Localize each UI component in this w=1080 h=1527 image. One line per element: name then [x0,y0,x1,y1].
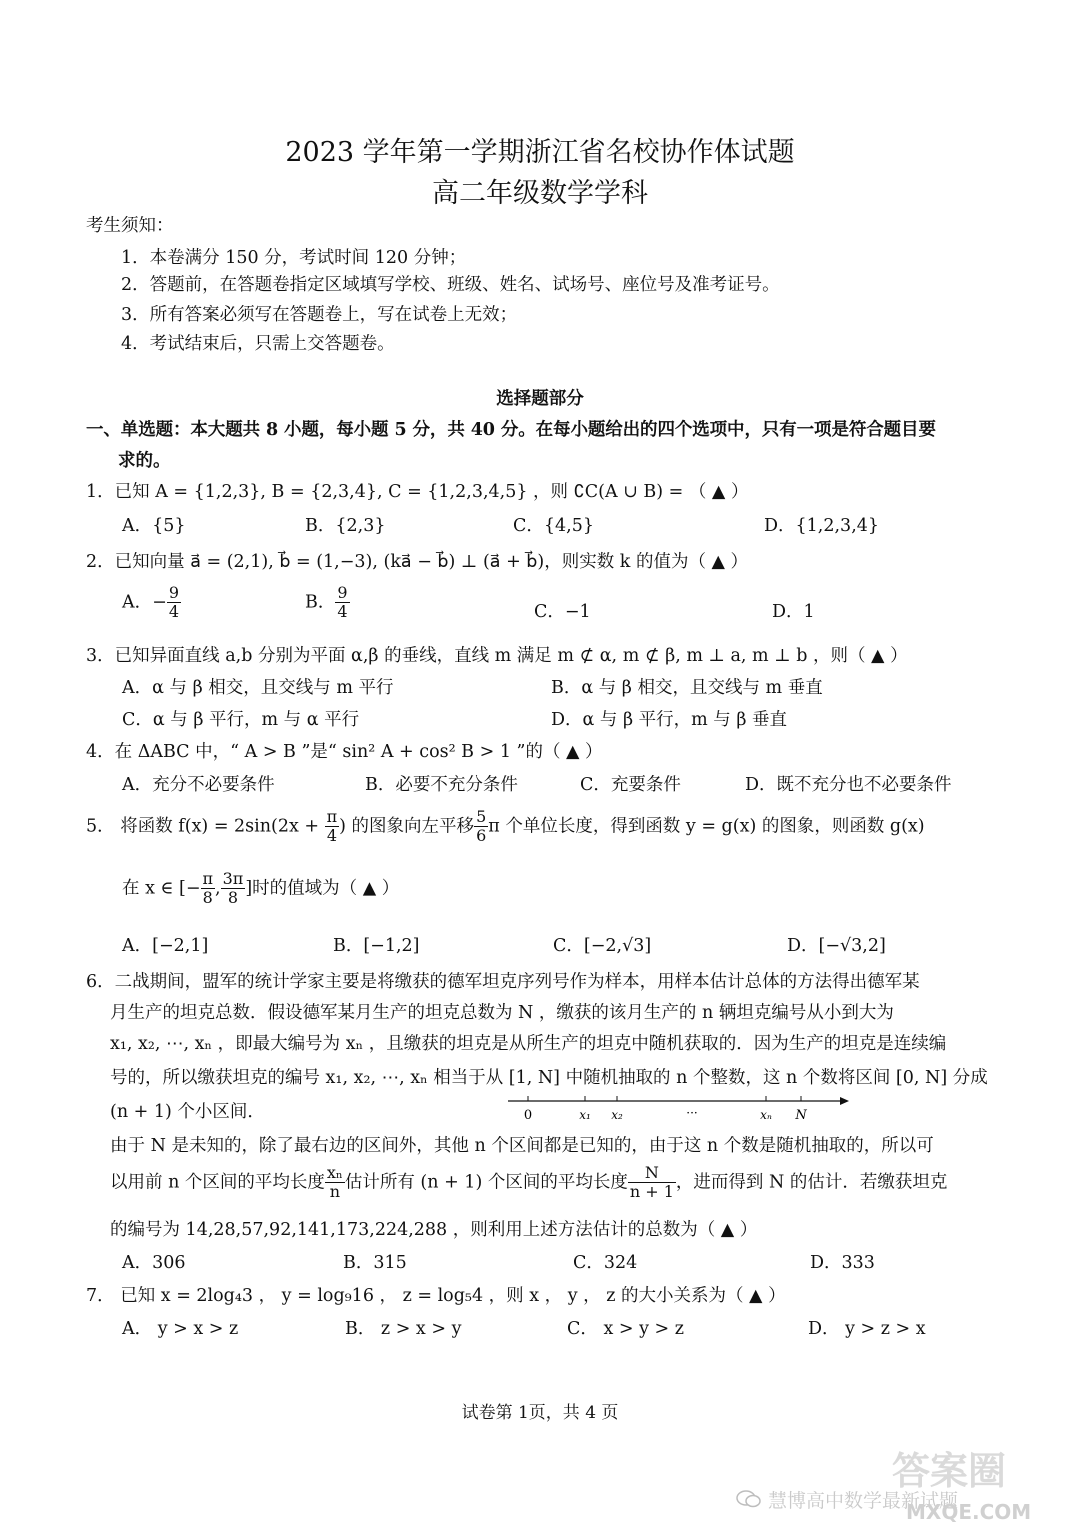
page-footer: 试卷第 1页，共 4 页 [461,1403,619,1423]
q4-option-d: D．既不充分也不必要条件 [745,775,952,795]
q3-option-a: A．α 与 β 相交，且交线与 m 平行 [122,678,394,698]
part-heading-cont: 求的。 [118,451,171,471]
q2-option-b: B． $\frac{9}{4}$ [305,583,348,622]
question-4-stem: 4．在 ΔABC 中，“ A > B ”是“ sin² A + cos² B > 1 ”的（ ▲ ） [86,742,603,762]
watermark-url: MXQE.COM [906,1500,1032,1524]
q5-option-d: D．[−√3,2] [787,936,886,956]
q3-option-d: D．α 与 β 平行，m 与 β 垂直 [551,710,788,730]
question-5-stem-cont: 在 x ∈ [− $\frac{\pi}{8}$ , $\frac{3\pi}{8}$ ]时的值域为（ ▲ ） [122,869,400,908]
q3-option-c: C．α 与 β 平行，m 与 α 平行 [122,710,360,730]
question-5-stem: 5． 将函数 f(x) = 2sin(2x + $\frac{\pi}{4}$ ) 的图象向左平移 $\frac{5}{6}$ π 个单位长度，得到函数 y = g(x) 的图象，则函数 g(x) [86,807,925,846]
q3-option-b: B．α 与 β 相交，且交线与 m 垂直 [551,678,823,698]
question-6-line: 号的，所以缴获坦克的编号 x₁, x₂, ⋯, xₙ 相当于从 [1, N] 中随机抽取的 n 个整数，这 n 个数将区间 [0, N] 分成 [110,1068,988,1088]
watermark-source-text: 慧博高中数学最新试题 [768,1490,959,1512]
q1-option-c: C．{4,5} [513,516,594,536]
q5-option-c: C．[−2,√3] [553,936,652,956]
question-1-stem: 1．已知 A = {1,2,3}, B = {2,3,4}, C = {1,2,3,4,5} ，则 ∁C(A ∪ B) = （ ▲ ） [86,482,749,502]
q2-option-c: C．−1 [534,602,591,622]
axis-label-xn: xₙ [760,1108,772,1122]
q4-option-a: A．充分不必要条件 [122,775,275,795]
axis-label-x1: x₁ [579,1108,591,1122]
notice-item: 4．考试结束后，只需上交答题卷。 [121,334,395,354]
wechat-icon [736,1489,762,1509]
question-3-stem: 3．已知异面直线 a,b 分别为平面 α,β 的垂线，直线 m 满足 m ⊄ α, m ⊄ β, m ⊥ a, m ⊥ b ，则（ ▲ ） [86,646,908,666]
axis-label-n: N [795,1108,807,1123]
q4-option-c: C．充要条件 [580,775,681,795]
q6-option-d: D．333 [810,1253,875,1273]
q6-option-a: A．306 [122,1253,186,1273]
q7-option-b: B． z > x > y [345,1319,462,1339]
page-title-line1: 2023 学年第一学期浙江省名校协作体试题 [285,137,795,168]
notice-item: 1．本卷满分 150 分，考试时间 120 分钟； [121,248,467,268]
q7-option-c: C． x > y > z [567,1319,685,1339]
notice-item: 2．答题前，在答题卷指定区域填写学校、班级、姓名、试场号、座位号及准考证号。 [121,275,780,295]
number-line-arrowhead [840,1097,849,1105]
q7-option-a: A． y > x > z [122,1319,239,1339]
q6-option-c: C．324 [573,1253,638,1273]
question-6-line: 6．二战期间，盟军的统计学家主要是将缴获的德军坦克序列号作为样本，用样本估计总体的方法得出德军某 [86,972,920,992]
question-6-line: x₁, x₂, ⋯, xₙ ，即最大编号为 xₙ ，且缴获的坦克是从所生产的坦克中随机获取的．因为生产的坦克是连续编 [110,1034,947,1054]
question-7-stem: 7． 已知 x = 2log₄3 ， y = log₉16 ， z = log₅4 ，则 x ， y ， z 的大小关系为（ ▲ ） [86,1286,786,1306]
notice-heading: 考生须知： [86,216,174,236]
question-6-line: 由于 N 是未知的，除了最右边的区间外，其他 n 个区间都是已知的，由于这 n 个数是随机抽取的，所以可 [110,1136,934,1156]
page-title-line2: 高二年级数学学科 [432,178,648,209]
q5-option-b: B．[−1,2] [333,936,420,956]
axis-label-0: 0 [523,1108,533,1123]
question-2-stem: 2．已知向量 a⃗ = (2,1), b⃗ = (1,−3), (ka⃗ − b⃗) ⊥ (a⃗ + b⃗)，则实数 k 的值为（ ▲ ） [86,552,749,572]
q5-option-a: A．[−2,1] [122,936,209,956]
notice-item: 3．所有答案必须写在答题卷上，写在试卷上无效； [121,305,518,325]
q2-option-a: A．− $\frac{9}{4}$ [122,583,179,622]
q1-option-a: A．{5} [122,516,186,536]
q1-option-b: B．{2,3} [305,516,386,536]
axis-label-dots: ··· [686,1106,698,1120]
q6-option-b: B．315 [343,1253,407,1273]
question-6-line: 月生产的坦克总数．假设德军某月生产的坦克总数为 N ，缴获的该月生产的 n 辆坦克编号从小到大为 [110,1003,894,1023]
question-6-line: 以用前 n 个区间的平均长度 $\frac{\text{xₙ}}{n}$ 估计所有 (n + 1) 个区间的平均长度 $\frac{N}{n + 1}$ ，进而得到 N 的估计．若缴获坦克 [110,1163,948,1202]
part-heading: 一、单选题：本大题共 8 小题，每小题 5 分，共 40 分。在每小题给出的四个选项中，只有一项是符合题目要 [86,420,936,440]
question-6-line: 的编号为 14,28,57,92,141,173,224,288 ，则利用上述方法估计的总数为（ ▲ ） [110,1220,758,1240]
q1-option-d: D．{1,2,3,4} [764,516,880,536]
number-line-diagram [500,1090,860,1124]
section-heading: 选择题部分 [496,389,584,409]
axis-label-x2: x₂ [611,1108,623,1122]
question-6-line: (n + 1) 个小区间． [110,1102,265,1122]
q2-option-d: D．1 [772,602,815,622]
watermark-logo: 答案圈 [892,1449,1007,1493]
q4-option-b: B．必要不充分条件 [365,775,518,795]
q7-option-d: D． y > z > x [808,1319,926,1339]
